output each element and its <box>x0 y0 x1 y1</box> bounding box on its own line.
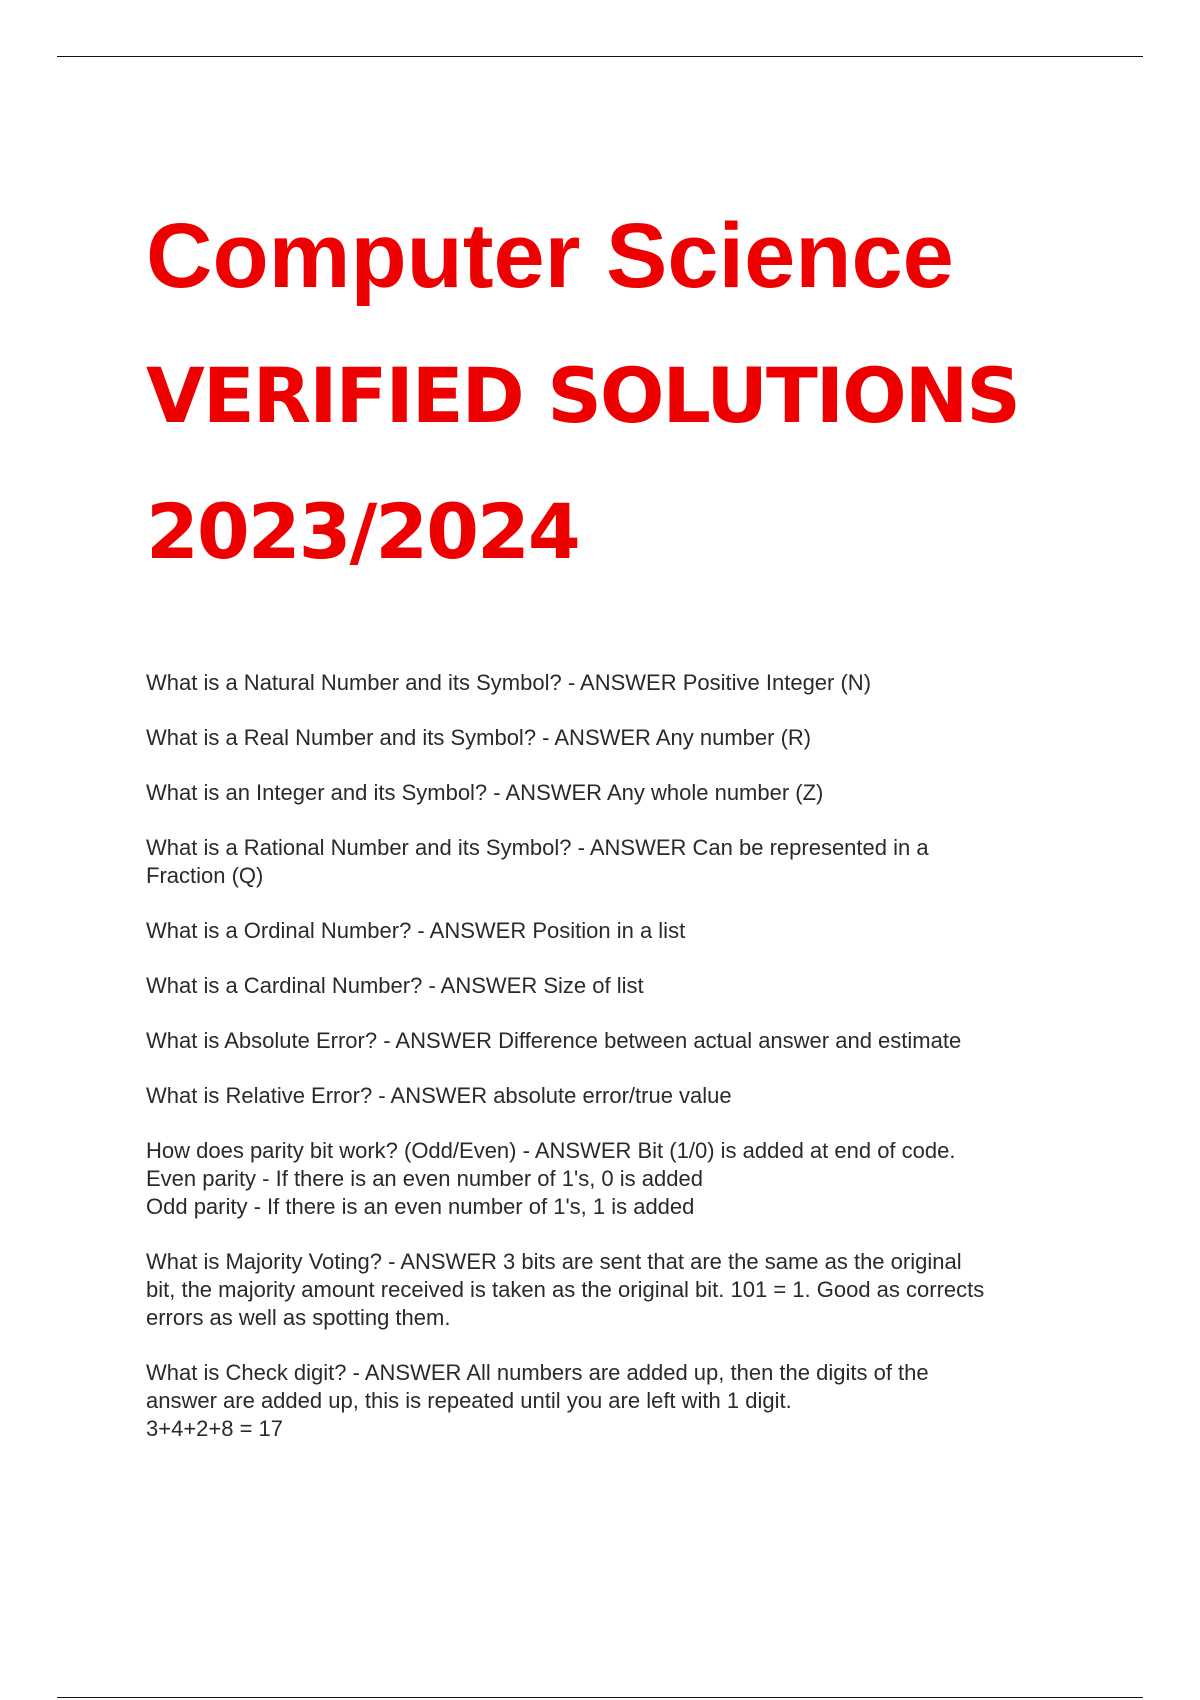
qa-line: What is a Rational Number and its Symbol? - ANSWER Can be represented in a <box>146 835 929 860</box>
qa-line: answer are added up, this is repeated until you are left with 1 digit. <box>146 1388 792 1413</box>
qa-item-cardinal-number <box>146 972 1086 1000</box>
bottom-rule <box>57 1697 1143 1698</box>
qa-line: What is an Integer and its Symbol? - ANSWER Any whole number (Z) <box>146 780 824 805</box>
qa-line: What is a Cardinal Number? - ANSWER Size of list <box>146 973 644 998</box>
qa-line: 3+4+2+8 = 17 <box>146 1416 284 1441</box>
qa-item-check-digit <box>146 1359 1086 1443</box>
qa-line: How does parity bit work? (Odd/Even) - ANSWER Bit (1/0) is added at end of code. <box>146 1138 956 1163</box>
qa-list <box>146 669 1086 1470</box>
qa-item-real-number <box>146 724 1086 752</box>
qa-line: errors as well as spotting them. <box>146 1305 451 1330</box>
qa-item-ordinal-number <box>146 917 1086 945</box>
qa-item-natural-number <box>146 669 1086 697</box>
qa-item-integer <box>146 779 1086 807</box>
qa-line: What is a Ordinal Number? - ANSWER Position in a list <box>146 918 686 943</box>
qa-item-relative-error <box>146 1082 1086 1110</box>
qa-line: What is Majority Voting? - ANSWER 3 bits are sent that are the same as the original <box>146 1249 962 1274</box>
qa-item-majority-voting <box>146 1248 1086 1332</box>
qa-item-parity-bit <box>146 1137 1086 1221</box>
document-title <box>146 196 1146 600</box>
qa-item-absolute-error <box>146 1027 1086 1055</box>
title-line-1: Computer Science <box>146 205 954 307</box>
qa-line: Fraction (Q) <box>146 863 264 888</box>
qa-line: What is Check digit? - ANSWER All numbers are added up, then the digits of the <box>146 1360 929 1385</box>
qa-line: Even parity - If there is an even number of 1's, 0 is added <box>146 1166 703 1191</box>
qa-item-rational-number <box>146 834 1086 890</box>
qa-line: What is a Real Number and its Symbol? - ANSWER Any number (R) <box>146 725 812 750</box>
qa-line: What is Absolute Error? - ANSWER Difference between actual answer and estimate <box>146 1028 962 1053</box>
qa-line: Odd parity - If there is an even number of 1's, 1 is added <box>146 1194 695 1219</box>
title-line-3: 2023/2024 <box>146 487 579 576</box>
top-rule <box>57 56 1143 57</box>
qa-line: What is a Natural Number and its Symbol? - ANSWER Positive Integer (N) <box>146 670 872 695</box>
title-line-2: VERIFIED SOLUTIONS <box>146 351 1020 440</box>
qa-line: What is Relative Error? - ANSWER absolute error/true value <box>146 1083 732 1108</box>
qa-line: bit, the majority amount received is taken as the original bit. 101 = 1. Good as corrects <box>146 1277 985 1302</box>
